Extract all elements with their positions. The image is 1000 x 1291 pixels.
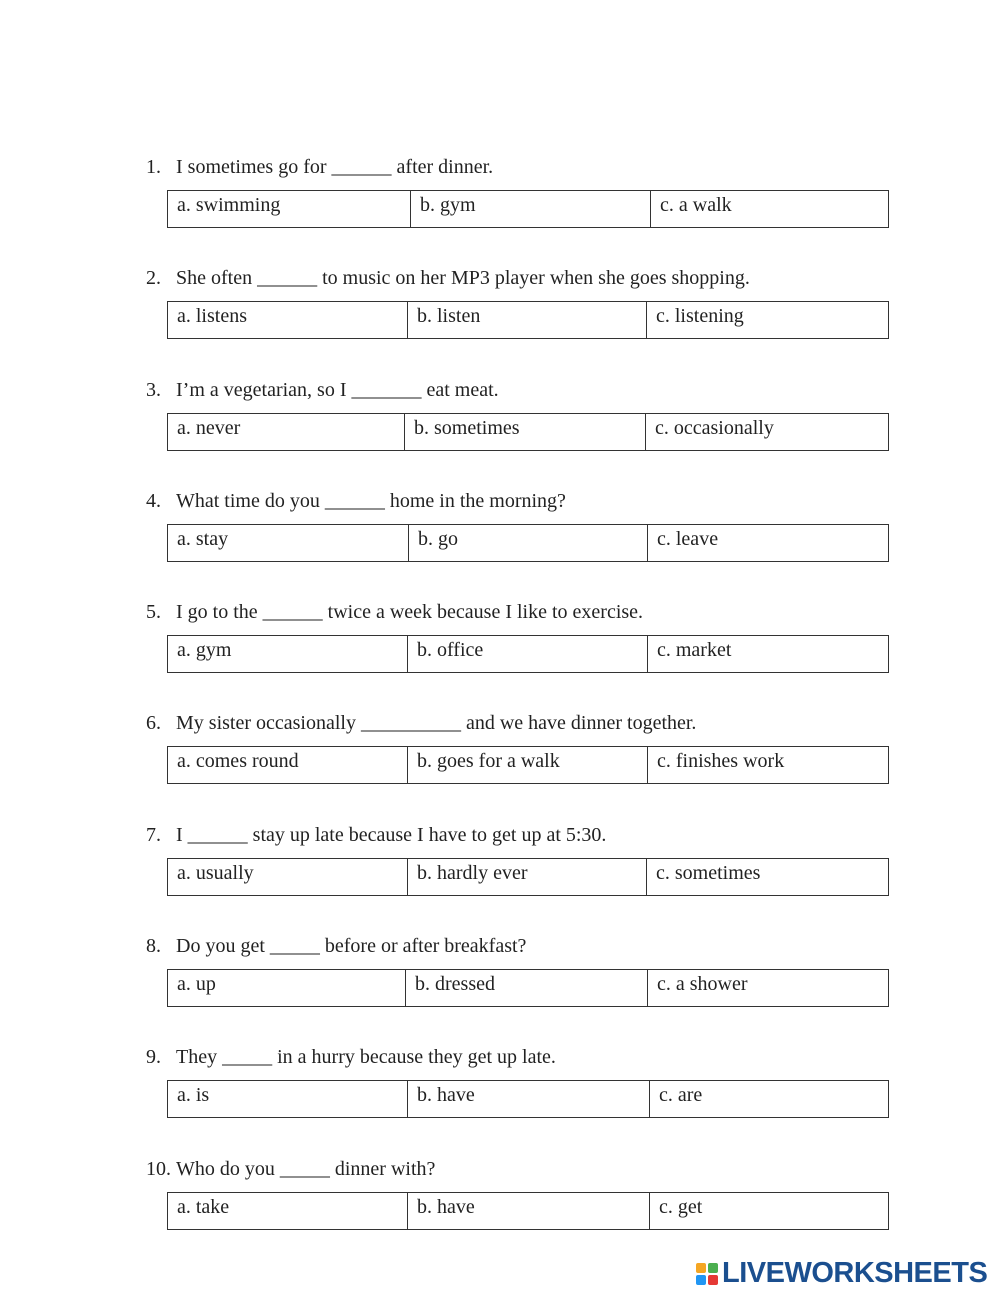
question-number: 1. <box>146 156 161 178</box>
question-text: Do you get _____ before or after breakfast? <box>176 935 527 957</box>
options-row <box>167 746 889 784</box>
question-10 <box>146 1157 906 1230</box>
question-8 <box>146 934 906 1007</box>
question-2 <box>146 266 906 339</box>
option-a[interactable]: a. usually <box>168 859 408 895</box>
options-row <box>167 969 889 1007</box>
option-a[interactable]: a. swimming <box>168 191 411 227</box>
option-b[interactable]: b. have <box>408 1081 650 1117</box>
option-b[interactable]: b. goes for a walk <box>408 747 648 783</box>
question-number: 2. <box>146 267 161 289</box>
question-text: I go to the ______ twice a week because I like to exercise. <box>176 601 644 623</box>
options-row <box>167 1192 889 1230</box>
option-a[interactable]: a. comes round <box>168 747 408 783</box>
option-b[interactable]: b. listen <box>408 302 647 338</box>
option-a[interactable]: a. gym <box>168 636 408 672</box>
option-c[interactable]: c. a walk <box>660 194 732 216</box>
option-c[interactable]: c. sometimes <box>656 862 761 884</box>
question-text: They _____ in a hurry because they get up late. <box>176 1046 556 1068</box>
question-number: 10. <box>146 1158 171 1180</box>
logo-text: LIVEWORKSHEETS <box>722 1257 988 1289</box>
logo-cubes-icon <box>696 1263 718 1285</box>
option-b[interactable]: b. sometimes <box>405 414 646 450</box>
logo-cube <box>696 1263 706 1273</box>
option-a[interactable]: a. stay <box>168 525 409 561</box>
options-row <box>167 858 889 896</box>
option-c[interactable]: c. leave <box>657 528 719 550</box>
liveworksheets-logo <box>696 1257 987 1290</box>
option-b[interactable]: b. hardly ever <box>408 859 647 895</box>
question-text: She often ______ to music on her MP3 player when she goes shopping. <box>176 267 750 289</box>
option-a[interactable]: a. up <box>168 970 406 1006</box>
options-row <box>167 413 889 451</box>
question-7 <box>146 823 906 896</box>
question-text: I sometimes go for ______ after dinner. <box>176 156 494 178</box>
question-text: What time do you ______ home in the morning? <box>176 490 566 512</box>
options-row <box>167 635 889 673</box>
question-number: 4. <box>146 490 161 512</box>
option-a[interactable]: a. take <box>168 1193 408 1229</box>
question-number: 5. <box>146 601 161 623</box>
question-text: Who do you _____ dinner with? <box>176 1158 436 1180</box>
question-3 <box>146 378 906 451</box>
options-row <box>167 1080 889 1118</box>
option-b[interactable]: b. go <box>409 525 648 561</box>
option-c[interactable]: c. are <box>659 1084 703 1106</box>
option-c[interactable]: c. finishes work <box>657 750 785 772</box>
question-1 <box>146 155 906 228</box>
options-row <box>167 301 889 339</box>
option-c[interactable]: c. listening <box>656 305 744 327</box>
question-text: I’m a vegetarian, so I _______ eat meat. <box>176 379 499 401</box>
question-number: 3. <box>146 379 161 401</box>
question-9 <box>146 1045 906 1118</box>
option-a[interactable]: a. never <box>168 414 405 450</box>
question-6 <box>146 711 906 784</box>
question-number: 6. <box>146 712 161 734</box>
question-number: 8. <box>146 935 161 957</box>
logo-cube <box>708 1275 718 1285</box>
option-c[interactable]: c. market <box>657 639 732 661</box>
option-b[interactable]: b. gym <box>411 191 651 227</box>
question-text: I ______ stay up late because I have to get up at 5:30. <box>176 824 607 846</box>
option-a[interactable]: a. listens <box>168 302 408 338</box>
option-c[interactable]: c. a shower <box>657 973 748 995</box>
logo-cube <box>708 1263 718 1273</box>
options-row <box>167 190 889 228</box>
question-number: 9. <box>146 1046 161 1068</box>
option-c[interactable]: c. occasionally <box>655 417 774 439</box>
option-a[interactable]: a. is <box>168 1081 408 1117</box>
option-b[interactable]: b. dressed <box>406 970 648 1006</box>
question-number: 7. <box>146 824 161 846</box>
option-b[interactable]: b. have <box>408 1193 650 1229</box>
question-text: My sister occasionally __________ and we have dinner together. <box>176 712 697 734</box>
option-b[interactable]: b. office <box>408 636 648 672</box>
logo-cube <box>696 1275 706 1285</box>
question-4 <box>146 489 906 562</box>
option-c[interactable]: c. get <box>659 1196 703 1218</box>
question-5 <box>146 600 906 673</box>
options-row <box>167 524 889 562</box>
